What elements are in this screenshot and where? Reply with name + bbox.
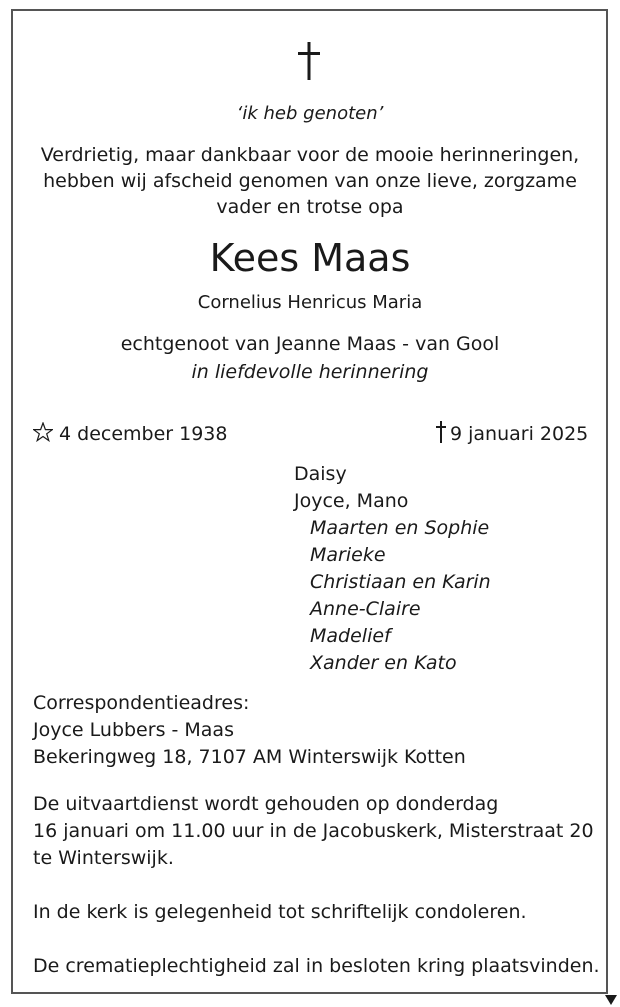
scroll-down-arrow-icon[interactable] — [605, 995, 617, 1005]
death-date-row — [436, 421, 588, 447]
spouse-line: echtgenoot van Jeanne Maas - van Gool — [120, 333, 500, 355]
cross-icon — [297, 42, 321, 80]
grandchild-4: Anne-Claire — [310, 598, 421, 620]
intro-line-3: vader en trotse opa — [216, 196, 404, 218]
motto: ‘ik heb genoten’ — [236, 103, 384, 124]
child-2: Joyce, Mano — [294, 490, 409, 512]
grandchild-3: Christiaan en Karin — [310, 571, 491, 593]
correspondence-label: Correspondentieadres: — [33, 692, 250, 714]
remembrance-line: in liefdevolle herinnering — [191, 361, 429, 383]
child-1: Daisy — [294, 463, 347, 485]
grandchild-2: Marieke — [310, 544, 386, 566]
grandchild-5: Madelief — [310, 625, 391, 647]
intro-line-1: Verdrietig, maar dankbaar voor de mooie herinneringen, — [40, 144, 580, 166]
birth-date: 4 december 1938 — [59, 423, 228, 445]
correspondence-address: Bekeringweg 18, 7107 AM Winterswijk Kotten — [33, 746, 466, 768]
intro-line-2: hebben wij afscheid genomen van onze lieve, zorgzame — [43, 170, 577, 192]
grandchild-1: Maarten en Sophie — [310, 517, 490, 539]
deceased-name: Kees Maas — [209, 236, 411, 280]
deceased-full-name: Cornelius Henricus Maria — [197, 292, 423, 313]
grandchild-6: Xander en Kato — [310, 652, 457, 674]
dagger-icon — [436, 421, 446, 443]
cremation-line: De crematieplechtigheid zal in besloten kring plaatsvinden. — [33, 955, 600, 977]
birth-date-row — [33, 421, 227, 447]
death-date: 9 januari 2025 — [450, 423, 589, 445]
star-icon — [33, 422, 53, 442]
service-line-3: te Winterswijk. — [33, 847, 174, 869]
condolence-line: In de kerk is gelegenheid tot schriftelijk condoleren. — [33, 901, 527, 923]
correspondence-name: Joyce Lubbers - Maas — [33, 719, 234, 741]
service-line-2: 16 januari om 11.00 uur in de Jacobuskerk, Misterstraat 20 — [33, 820, 594, 842]
service-line-1: De uitvaartdienst wordt gehouden op donderdag — [33, 793, 499, 815]
